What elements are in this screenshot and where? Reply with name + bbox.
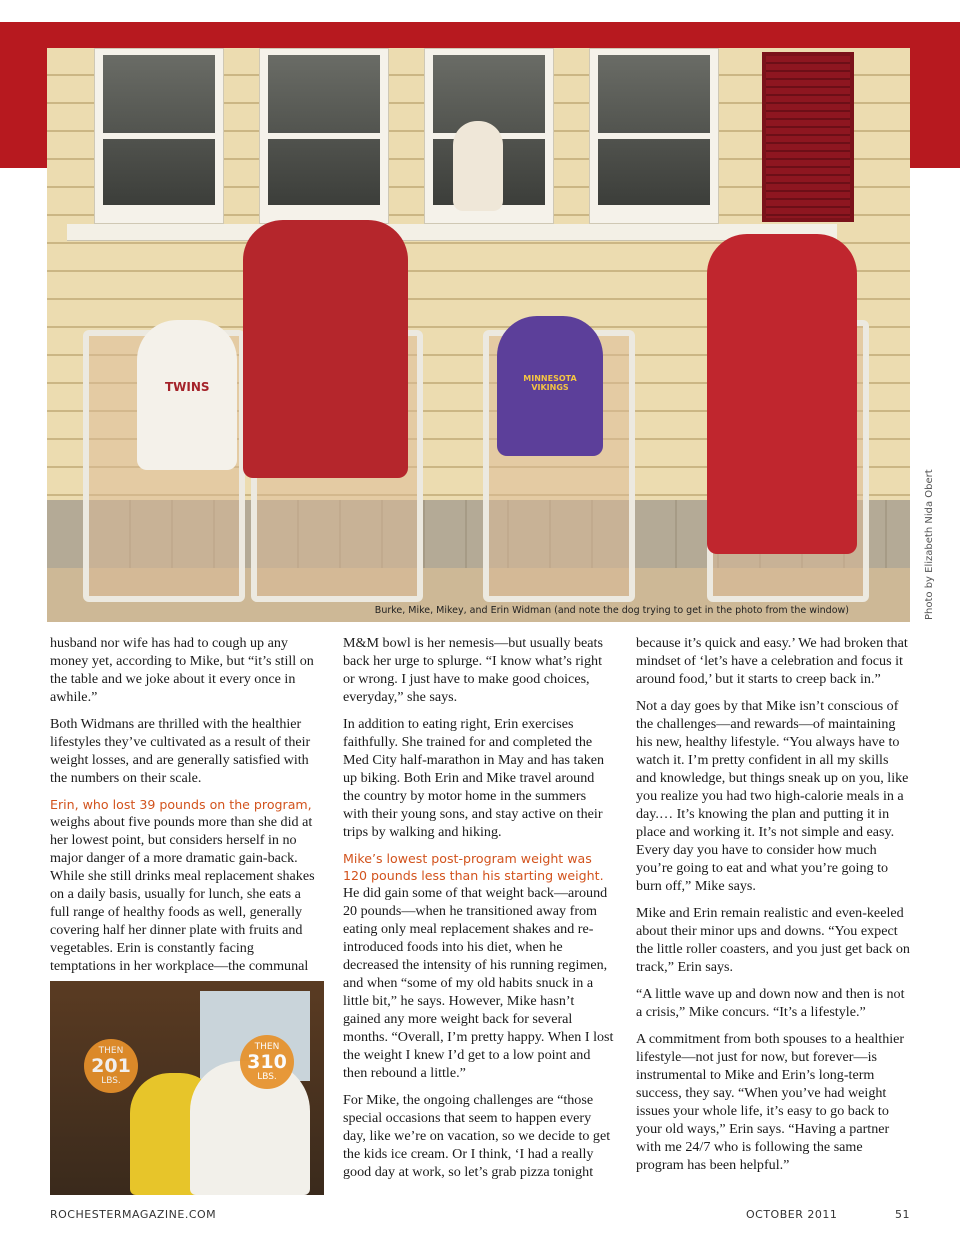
red-shutter — [762, 52, 854, 222]
paragraph — [50, 796, 322, 975]
twins-shirt-text: TWINS — [165, 380, 210, 394]
paragraph: A commitment from both spouses to a healthier lifestyle—not just for now, but forever—is instrumental to Mike and Erin’s long-term success, they say. “When you’ve had weight issues your whole life, it’s easy to go back to your old ways,” Erin says. “Having a partner with me 24/7 who is following the same program has been helpful.” — [636, 1031, 905, 1173]
window — [94, 48, 224, 224]
photo-credit: Photo by Elizabeth Nida Obert — [924, 469, 935, 620]
photo-caption: Burke, Mike, Mikey, and Erin Widman (and note the dog trying to get in the photo from the window) — [374, 605, 849, 616]
paragraph-body: He did gain some of that weight back—around 20 pounds—when he transitioned away from eating only meal replacement shakes and re-introduced foods into his diet, when he decreased the intensity of his running regimen, and when “some of my old habits snuck in a little bit,” he says. However, Mike hasn’t gained any more weight back for several months. “Overall, I’m pretty happy. When I lost the weight I knew I’d get to a low point and then rebound a little.” — [343, 885, 614, 1081]
window-with-dog — [424, 48, 554, 224]
text-column-2 — [343, 634, 614, 1190]
child-mikey — [497, 316, 603, 456]
text-column-3 — [636, 634, 910, 1183]
paragraph: “A little wave up and down now and then is not a crisis,” Mike concurs. “It’s a lifestyle.” — [636, 986, 905, 1020]
paragraph-body: weighs about five pounds more than she did at her lowest point, but considers herself in no major danger of a more dramatic gain-back. While she still drinks meal replacement shakes on a daily basis, usually for lunch, she eats a full range of healthy foods as well, generally covering half her dinner plate with fruits and vegetables. Erin is constantly facing temptations in her workplace—the communal — [50, 814, 315, 974]
pull-highlight: Erin, who lost 39 pounds on the program, — [50, 797, 312, 812]
paragraph: husband nor wife has had to cough up any money yet, according to Mike, but “it’s still on the table and we joke about it every once in awhile.” — [50, 635, 314, 705]
pull-highlight: Mike’s lowest post-program weight was 120 pounds less than his starting weight. — [343, 851, 604, 883]
paragraph — [343, 850, 614, 1082]
window-sill — [67, 224, 837, 241]
footer-date: OCTOBER 2011 — [746, 1208, 838, 1221]
window — [589, 48, 719, 224]
text-column-1 — [50, 634, 322, 975]
father-mike — [243, 220, 408, 478]
footer-site: ROCHESTERMAGAZINE.COM — [50, 1208, 217, 1221]
family-photo — [47, 48, 910, 622]
paragraph: Mike and Erin remain realistic and even-keeled about their minor ups and downs. “You expect the little roller coasters, and you just get back on track,” Erin says. — [636, 905, 910, 975]
paragraph: For Mike, the ongoing challenges are “those special occasions that seem to happen every day, like we’re on vacation, so we decide to get the kids ice cream. Or I think, ‘I had a really good day at work, so let’s grab pizza tonight — [343, 1092, 611, 1180]
page-number: 51 — [895, 1208, 910, 1221]
then-weight-badge-erin: THEN 201 LBS. — [84, 1039, 138, 1093]
paragraph: In addition to eating right, Erin exercises faithfully. She trained for and completed the Med City half-marathon in May and has taken up biking. Both Erin and Mike travel around the country by motor home in the summers with their young sons, and stay active on their trips by walking and hiking. — [343, 716, 605, 840]
paragraph: Both Widmans are thrilled with the healthier lifestyles they’ve cultivated as a result of their weight losses, and are generally satisfied with the numbers on their scale. — [50, 716, 311, 786]
mother-erin — [707, 234, 857, 554]
window — [259, 48, 389, 224]
before-photo — [50, 981, 324, 1195]
then-weight-badge-mike: THEN 310 LBS. — [240, 1035, 294, 1089]
paragraph: Not a day goes by that Mike isn’t conscious of the challenges—and rewards—of maintaining his new, healthy lifestyle. “You always have to watch it. I’m pretty confident in all my skills and knowledge, but things sneak up on you, like you realize you had two high-calorie meals in a day.… It’s knowing the plan and putting it in place and working it. It’s not simple and easy. Every day you have to consider how much you’re going to eat and what you’re going to burn off,” Mike says. — [636, 698, 909, 894]
child-burke — [137, 320, 237, 470]
dog — [453, 121, 503, 211]
paragraph: because it’s quick and easy.’ We had broken that mindset of ‘let’s have a celebration and focus it around food,’ but it starts to creep back in.” — [636, 635, 908, 687]
paragraph: M&M bowl is her nemesis—but usually beats back her urge to splurge. “I know what’s right or wrong. I just have to make good choices, everyday,” she says. — [343, 635, 603, 705]
vikings-shirt-text: MINNESOTA VIKINGS — [523, 374, 577, 392]
